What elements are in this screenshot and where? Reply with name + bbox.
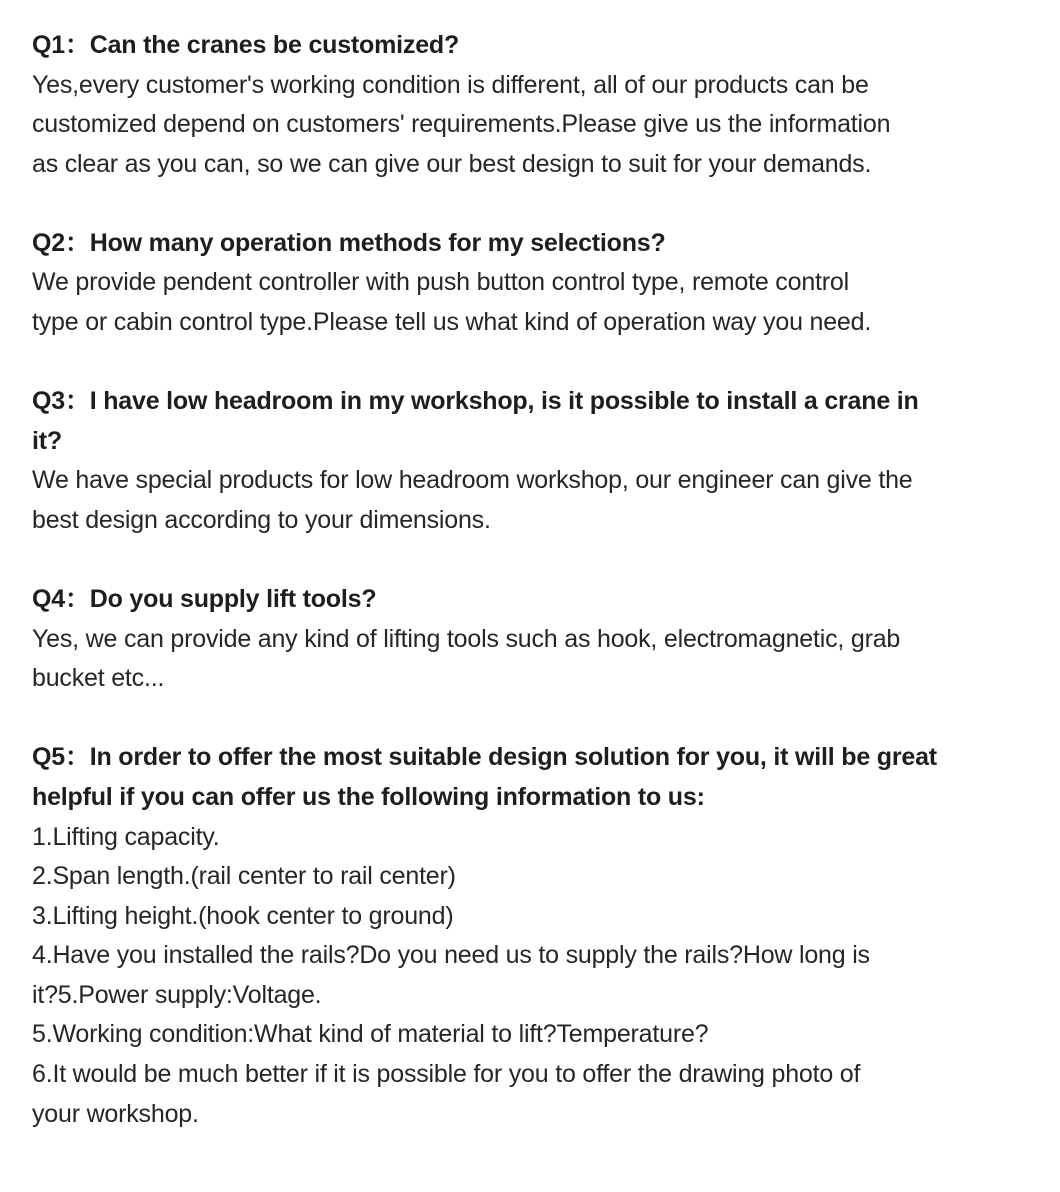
answer-text: We have special products for low headroom workshop, our engineer can give the	[32, 466, 913, 495]
question-text: Q1：Can the cranes be customized?	[32, 31, 460, 59]
answer-list-item: 3.Lifting height.(hook center to ground)	[32, 901, 454, 930]
answer-list-item: 5.Working condition:What kind of material to lift?Temperature?	[32, 1020, 709, 1049]
faq-item-q1	[32, 26, 1032, 184]
answer-list-item: 4.Have you installed the rails?Do you need us to supply the rails?How long is	[32, 941, 870, 970]
faq-item-q2	[32, 224, 1032, 343]
answer-text: customized depend on customers' requirements.Please give us the information	[32, 110, 891, 139]
faq-item-q3	[32, 382, 1032, 540]
answer-text: Yes,every customer's working condition is different, all of our products can be	[32, 70, 869, 99]
answer-list-item: 2.Span length.(rail center to rail center)	[32, 862, 456, 891]
question-text: it?	[32, 426, 62, 455]
answer-text: bucket etc...	[32, 664, 165, 693]
answer-list-item: it?5.Power supply:Voltage.	[32, 980, 322, 1009]
answer-text: Yes, we can provide any kind of lifting tools such as hook, electromagnetic, grab	[32, 624, 901, 653]
answer-text: type or cabin control type.Please tell us what kind of operation way you need.	[32, 308, 872, 337]
question-text: Q4：Do you supply lift tools?	[32, 585, 377, 614]
question-text: Q2：How many operation methods for my selections?	[32, 228, 666, 257]
answer-text: as clear as you can, so we can give our best design to suit for your demands.	[32, 149, 872, 178]
answer-list-item: 6.It would be much better if it is possible for you to offer the drawing photo of	[32, 1060, 861, 1089]
question-text: Q5：In order to offer the most suitable design solution for you, it will be great	[32, 743, 937, 772]
faq-list	[32, 26, 1032, 1174]
answer-list-item: 1.Lifting capacity.	[32, 822, 220, 851]
question-text: helpful if you can offer us the following information to us:	[32, 782, 705, 811]
answer-text: We provide pendent controller with push button control type, remote control	[32, 268, 849, 297]
answer-list-item: your workshop.	[32, 1099, 199, 1128]
answer-text: best design according to your dimensions.	[32, 505, 491, 534]
question-text: Q3：I have low headroom in my workshop, is it possible to install a crane in	[32, 387, 919, 416]
faq-item-q4	[32, 580, 1032, 699]
faq-item-q5	[32, 738, 1032, 1134]
